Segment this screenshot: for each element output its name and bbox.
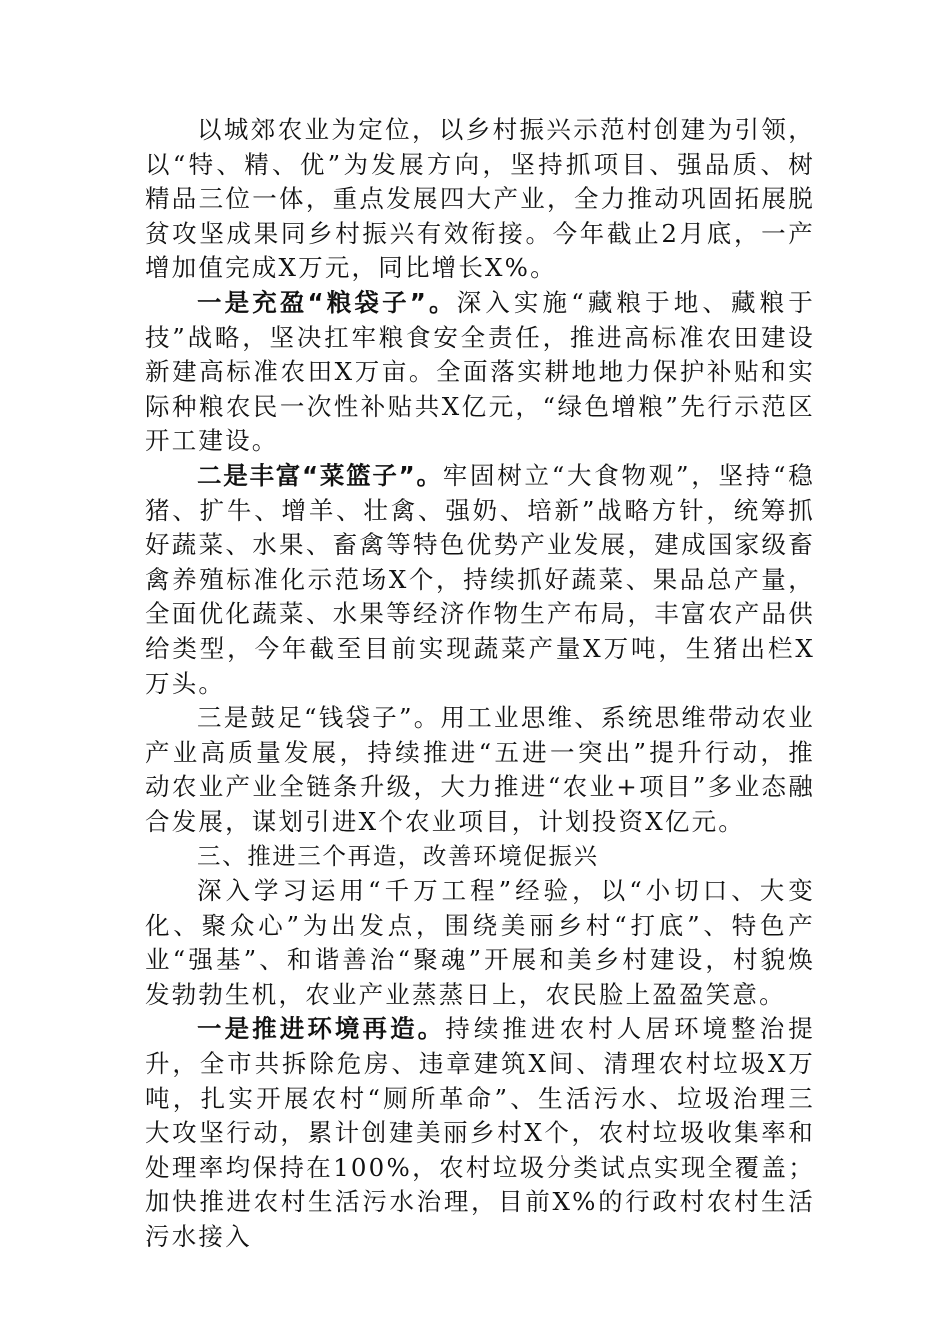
paragraph-grain-bag (145, 286, 815, 459)
paragraph-text: 牢固树立“大食物观”，坚持“稳猪、扩牛、增羊、壮禽、强奶、培新”战略方针，统筹抓好蔬菜、水果、畜禽等特色优势产业发展，建成国家级畜禽养殖标准化示范场X个，持续抓好蔬菜、果品总产量，全面优化蔬菜、水果等经济作物生产布局，丰富农产品供给类型，今年截至目前实现蔬菜产量X万吨，生猪出栏X万头。 (145, 460, 815, 698)
section-heading (145, 839, 815, 874)
paragraph-lead: 一是充盈“粮袋子”。 (197, 287, 457, 317)
paragraph-text: 深入学习运用“千万工程”经验，以“小切口、大变化、聚众心”为出发点，围绕美丽乡村“打底”、特色产业“强基”、和谐善治“聚魂”开展和美乡村建设，村貌焕发勃勃生机，农业产业蒸蒸日上，农民脸上盈盈笑意。 (145, 876, 815, 1009)
paragraph-money-bag (145, 701, 815, 839)
paragraph-text: 深入实施“藏粮于地、藏粮于技”战略，坚决扛牢粮食安全责任，推进高标准农田建设新建高标准农田X万亩。全面落实耕地地力保护补贴和实际种粮农民一次性补贴共X亿元，“绿色增粮”先行示范区开工建设。 (145, 287, 815, 456)
paragraph-vegetable-basket (145, 459, 815, 701)
paragraph-intro (145, 113, 815, 286)
paragraph-text: 持续推进农村人居环境整治提升，全市共拆除危房、违章建筑X间、清理农村垃圾X万吨，扎实开展农村“厕所革命”、生活污水、垃圾治理三大攻坚行动，累计创建美丽乡村X个，农村垃圾收集率和处理率均保持在100%，农村垃圾分类试点实现全覆盖；加快推进农村生活污水治理，目前X%的行政村农村生活污水接入 (145, 1014, 815, 1251)
paragraph-environment (145, 1012, 815, 1254)
paragraph-section-intro (145, 874, 815, 1012)
paragraph-text: 三是鼓足“钱袋子”。用工业思维、系统思维带动农业产业高质量发展，持续推进“五进一突出”提升行动，推动农业产业全链条升级，大力推进“农业+项目”多业态融合发展，谋划引进X个农业项目，计划投资X亿元。 (145, 703, 815, 836)
section-heading-text: 三、推进三个再造，改善环境促振兴 (197, 842, 599, 871)
paragraph-lead: 二是丰富“菜篮子”。 (197, 460, 443, 490)
paragraph-text: 以城郊农业为定位，以乡村振兴示范村创建为引领，以“特、精、优”为发展方向，坚持抓项目、强品质、树精品三位一体，重点发展四大产业，全力推动巩固拓展脱贫攻坚成果同乡村振兴有效衔接。今年截止2月底，一产增加值完成X万元，同比增长X%。 (145, 115, 815, 283)
document-page (145, 113, 815, 1255)
paragraph-lead: 一是推进环境再造。 (197, 1014, 446, 1044)
